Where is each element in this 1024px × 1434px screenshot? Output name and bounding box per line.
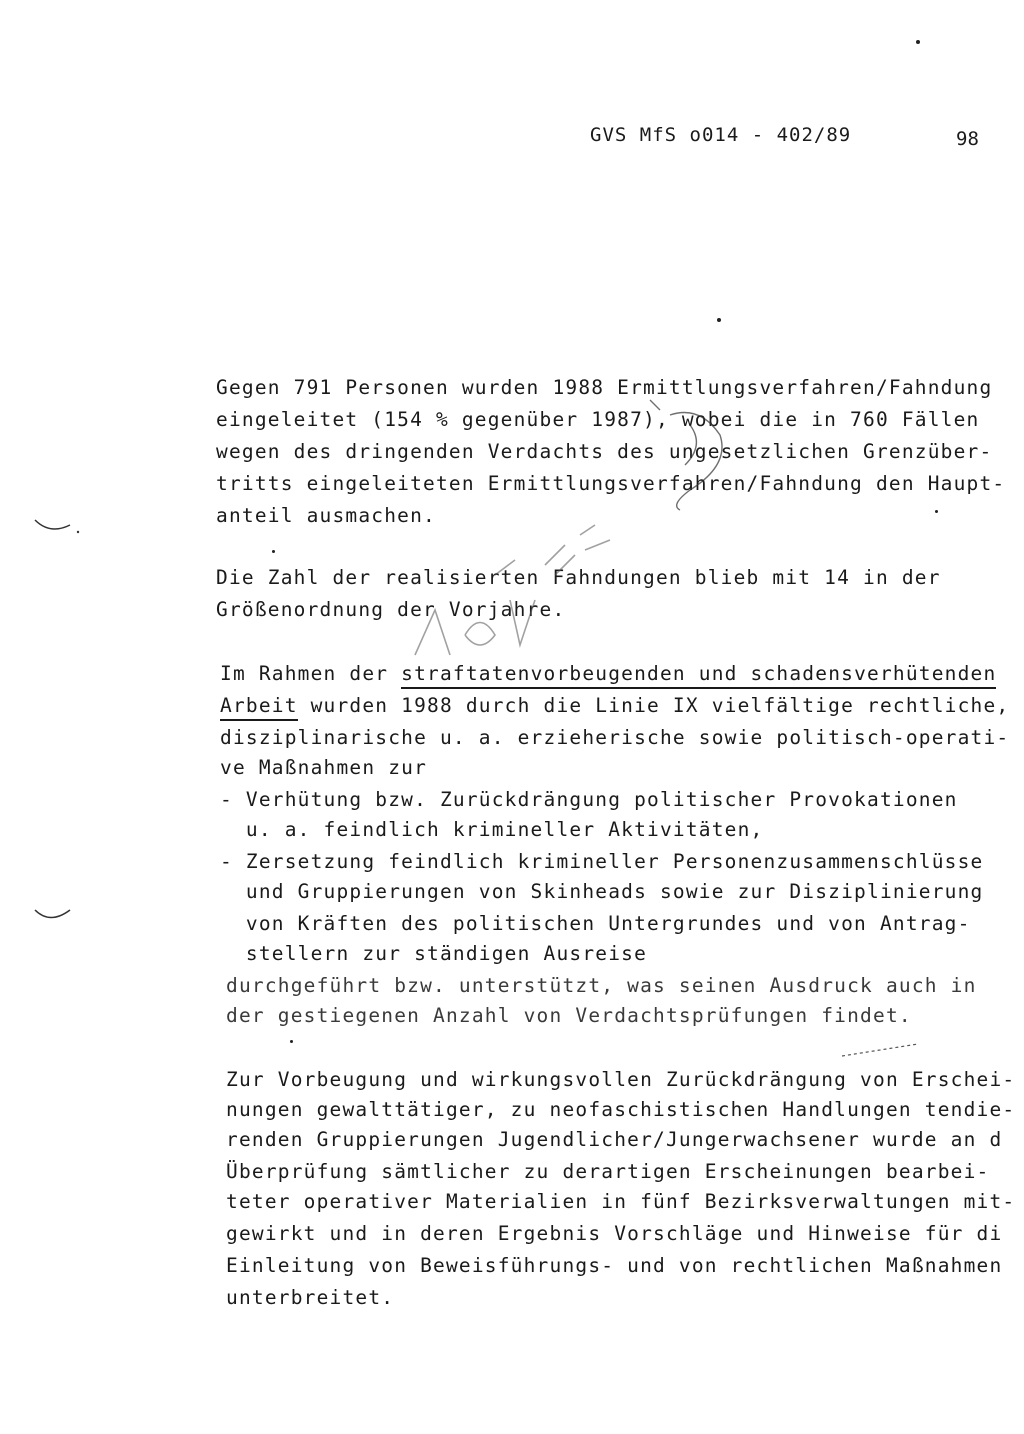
paragraph-3-underlined-word: Arbeit: [220, 694, 298, 721]
pencil-dash-mark: [840, 1040, 920, 1060]
paragraph-3-line-1: [220, 664, 996, 684]
speck: [935, 510, 938, 513]
paragraph-2-line-1: Die Zahl der realisierten Fahndungen blieb mit 14 in der: [216, 566, 941, 589]
margin-check-mark-1: [30, 510, 80, 540]
paragraph-4-line-6: gewirkt und in deren Ergebnis Vorschläge und Hinweise für di: [226, 1222, 1003, 1245]
paragraph-3-line-3: disziplinarische u. a. erzieherische sowie politisch-operati-: [220, 726, 1010, 749]
paragraph-1-line-5: anteil ausmachen.: [216, 504, 436, 527]
paragraph-1-line-3: wegen des dringenden Verdachts des ungesetzlichen Grenzüber-: [216, 440, 993, 463]
faint-stamp-mark: [395, 515, 635, 665]
speck: [272, 550, 275, 553]
speck: [916, 40, 920, 44]
paragraph-4-line-2: nungen gewalttätiger, zu neofaschistischen Handlungen tendie-: [226, 1098, 1016, 1121]
page-number: 98: [956, 128, 979, 150]
paragraph-3-line-2: [220, 696, 1009, 716]
paragraph-4-line-8: unterbreitet.: [226, 1286, 395, 1309]
paragraph-1-line-4: tritts eingeleiteten Ermittlungsverfahren/Fahndung den Haupt-: [216, 472, 1006, 495]
document-reference: GVS MfS o014 - 402/89: [590, 124, 852, 146]
paragraph-4-line-7: Einleitung von Beweisführungs- und von rechtlichen Maßnahmen: [226, 1254, 1003, 1277]
paragraph-1-line-1: Gegen 791 Personen wurden 1988 Ermittlungsverfahren/Fahndung: [216, 376, 993, 399]
paragraph-4-line-1: Zur Vorbeugung und wirkungsvollen Zurückdrängung von Erschei-: [226, 1068, 1016, 1091]
paragraph-2-line-2: Größenordnung der Vorjahre.: [216, 598, 566, 621]
paragraph-3-underlined-phrase: straftatenvorbeugenden und schadensverhütenden: [401, 662, 996, 689]
speck: [717, 318, 721, 322]
paragraph-4-line-5: teter operativer Materialien in fünf Bezirksverwaltungen mit-: [226, 1190, 1016, 1213]
paragraph-3-line-4: ve Maßnahmen zur: [220, 756, 428, 779]
paragraph-4-line-4: Überprüfung sämtlicher zu derartigen Erscheinungen bearbei-: [226, 1160, 990, 1183]
margin-check-mark-2: [30, 900, 80, 930]
paragraph-3-bullet-2-cont-1: und Gruppierungen von Skinheads sowie zur Disziplinierung: [220, 880, 984, 903]
paragraph-3-bullet-2-cont-2: von Kräften des politischen Untergrundes und von Antrag-: [220, 912, 971, 935]
paragraph-3-line-1-prefix: Im Rahmen der: [220, 662, 402, 685]
paragraph-3-bullet-1-cont: u. a. feindlich krimineller Aktivitäten,: [220, 818, 764, 841]
paragraph-1-line-2: eingeleitet (154 % gegenüber 1987), wobei die in 760 Fällen: [216, 408, 980, 431]
paragraph-3-line-2-rest: wurden 1988 durch die Linie IX vielfältige rechtliche,: [297, 694, 1010, 717]
paragraph-4-line-3: renden Gruppierungen Jugendlicher/Jungerwachsener wurde an d: [226, 1128, 1003, 1151]
paragraph-3-bullet-1: - Verhütung bzw. Zurückdrängung politischer Provokationen: [220, 788, 958, 811]
paragraph-3-bullet-2: - Zersetzung feindlich krimineller Personenzusammenschlüsse: [220, 850, 984, 873]
paragraph-3-bullet-2-cont-3: stellern zur ständigen Ausreise: [220, 942, 648, 965]
speck: [290, 1040, 293, 1043]
paragraph-3-line-closing-2: der gestiegenen Anzahl von Verdachtsprüfungen findet.: [226, 1004, 912, 1027]
paragraph-3-line-closing-1: durchgeführt bzw. unterstützt, was seinen Ausdruck auch in: [226, 974, 977, 997]
